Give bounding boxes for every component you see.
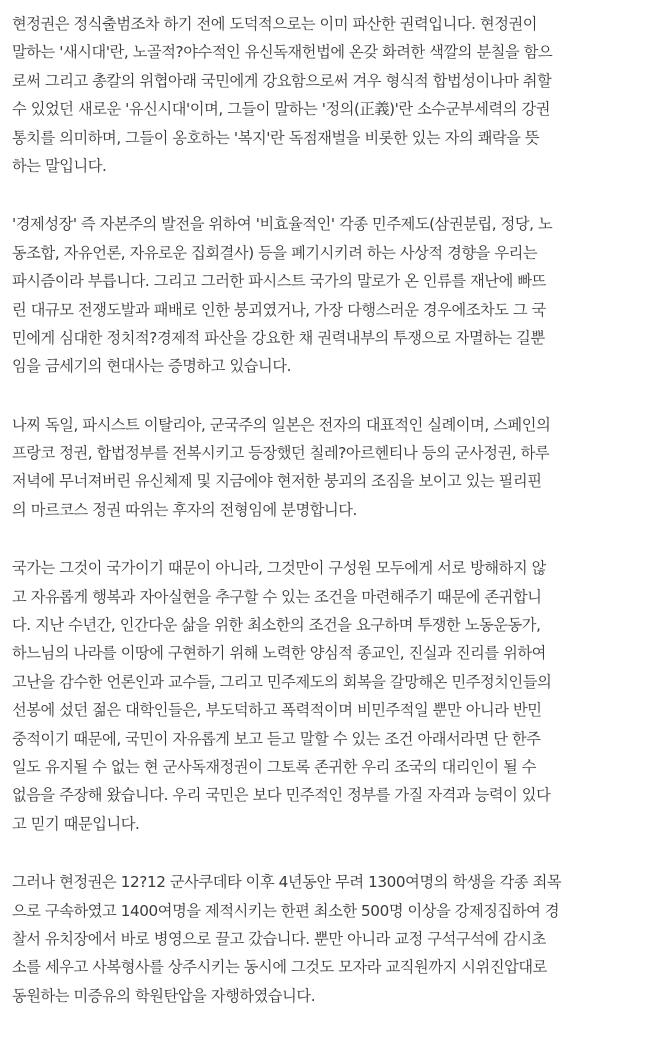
paragraph-1 xyxy=(12,10,640,180)
paragraph-3 xyxy=(12,411,640,525)
text-line: 프랑코 정권, 합법정부를 전복시키고 등장했던 칠레?아르헨티나 등의 군사정권, 하루 xyxy=(12,444,550,463)
text-line: 통치를 의미하며, 그들이 옹호하는 '복지'란 독점재벌을 비롯한 있는 자의 쾌락을 뜻 xyxy=(12,128,540,147)
text-line: 린 대규모 전쟁도발과 패배로 인한 붕괴였거나, 가장 다행스러운 경우에조차도 그 국 xyxy=(12,300,546,319)
text-line: 다. 지난 수년간, 인간다운 삶을 위한 최소한의 조건을 요구하며 투쟁한 노동운동가, xyxy=(12,616,541,635)
text-line: 나찌 독일, 파시스트 이탈리아, 군국주의 일본은 전자의 대표적인 실례이며, 스페인의 xyxy=(12,415,551,434)
text-line: '경제성장' 즉 자본주의 발전을 위하여 '비효율적인' 각종 민주제도(삼권분립, 정당, 노 xyxy=(12,215,553,234)
text-line: 파시즘이라 부릅니다. 그리고 그러한 파시스트 국가의 말로가 온 인류를 재난에 빠뜨 xyxy=(12,272,546,291)
text-line: 없음을 주장해 왔습니다. 우리 국민은 보다 민주적인 정부를 가질 자격과 능력이 있다 xyxy=(12,786,551,805)
text-line: 현정권은 정식출범조차 하기 전에 도덕적으로는 이미 파산한 권력입니다. 현정권이 xyxy=(12,15,538,33)
text-line: 소를 세우고 사복형사를 상주시키는 동시에 그것도 모자라 교직원까지 시위진압대로 xyxy=(12,958,547,977)
paragraph-5 xyxy=(12,868,640,1010)
text-line: 수 있었던 새로운 '유신시대'이며, 그들이 말하는 '정의(正義)'란 소수군부세력의 강권 xyxy=(12,100,550,119)
text-line: 동조합, 자유언론, 자유로운 집회결사) 등을 폐기시키려 하는 사상적 경향을 우리는 xyxy=(12,243,538,262)
text-line: 고난을 감수한 언론인과 교수들, 그리고 민주제도의 회복을 갈망해온 민주정치인들의 xyxy=(12,672,552,691)
paragraph-4 xyxy=(12,554,640,838)
text-line: 동원하는 미증유의 학원탄압을 자행하였습니다. xyxy=(12,986,316,1005)
text-line: 그러나 현정권은 12?12 군사쿠데타 이후 4년동안 무려 1300여명의 학생을 각종 죄목 xyxy=(12,873,562,892)
paragraph-2 xyxy=(12,210,640,380)
text-line: 하느님의 나라를 이땅에 구현하기 위해 노력한 양심적 종교인, 진실과 진리를 위하여 xyxy=(12,644,546,663)
text-line: 의 마르코스 정권 따위는 후자의 전형임에 분명합니다. xyxy=(12,500,357,519)
text-line: 으로 구속하였고 1400여명을 제적시키는 한편 최소한 500명 이상을 강제징집하여 경 xyxy=(12,901,560,920)
text-line: 고 자유롭게 행복과 자아실현을 추구할 수 있는 조건을 마련해주기 때문에 존귀합니 xyxy=(12,587,542,606)
text-line: 찰서 유치장에서 바로 병영으로 끌고 갔습니다. 뿐만 아니라 교정 구석구석에 감시초 xyxy=(12,929,546,948)
text-line: 국가는 그것이 국가이기 때문이 아니라, 그것만이 구성원 모두에게 서로 방해하지 않 xyxy=(12,559,546,578)
text-line: 민에게 심대한 정치적?경제적 파산을 강요한 채 권력내부의 투쟁으로 자멸하는 길뿐 xyxy=(12,328,545,347)
text-line: 선봉에 섰던 젊은 대학인들은, 부도덕하고 폭력적이며 비민주적일 뿐만 아니라 반민 xyxy=(12,701,542,720)
text-line: 중적이기 때문에, 국민이 자유롭게 보고 듣고 말할 수 있는 조건 아래서라면 단 한주 xyxy=(12,729,541,748)
text-line: 고 믿기 때문입니다. xyxy=(12,814,140,833)
article-body xyxy=(12,10,640,1040)
text-line: 로써 그리고 총칼의 위협아래 국민에게 강요함으로써 겨우 형식적 합법성이나마 취할 xyxy=(12,71,552,90)
text-line: 일도 유지될 수 없는 현 군사독재정권이 그토록 존귀한 우리 조국의 대리인이 될 수 xyxy=(12,757,537,776)
text-line: 임을 금세기의 현대사는 증명하고 있습니다. xyxy=(12,357,292,376)
text-line: 말하는 '새시대'란, 노골적?야수적인 유신독재헌법에 온갖 화려한 색깔의 분칠을 함으 xyxy=(12,43,553,62)
text-line: 저녁에 무너져버린 유신체제 및 지금에야 현저한 붕괴의 조짐을 보이고 있는 필리핀 xyxy=(12,472,542,491)
text-line: 하는 말입니다. xyxy=(12,156,107,175)
